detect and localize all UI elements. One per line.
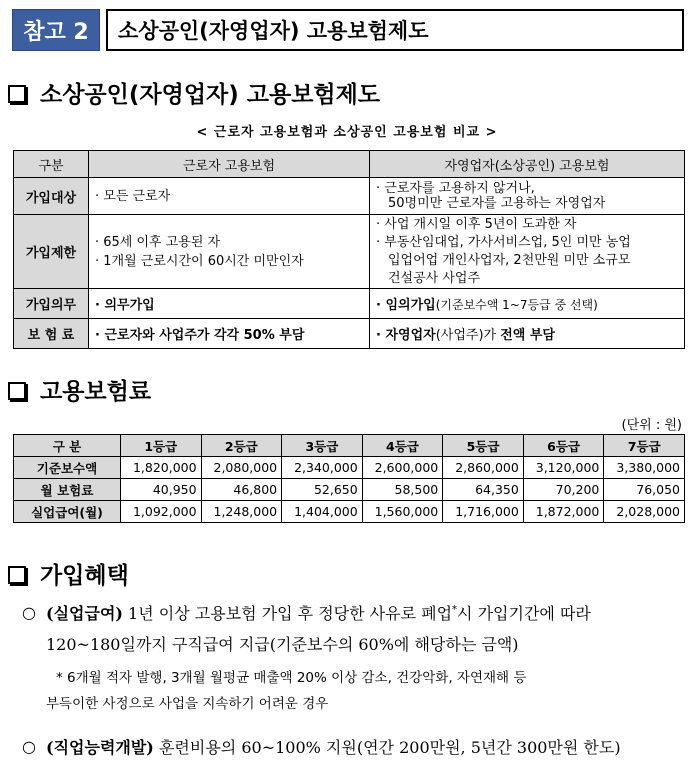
cell-text-bold: 전액 부담: [500, 328, 555, 343]
cell-text: (기준보수액 1~7등급 중 선택): [435, 298, 598, 312]
table-cell: 2,340,000: [282, 457, 363, 479]
footnote-line: 부득이한 사정으로 사업을 지속하기 어려운 경우: [46, 696, 329, 712]
section-heading-text: 고용보험료: [40, 379, 152, 405]
table-cell: [370, 215, 685, 289]
column-header: 1등급: [121, 435, 202, 457]
footnote-marker: *: [452, 604, 458, 616]
table-cell: 2,860,000: [443, 457, 524, 479]
table-cell: [370, 319, 685, 349]
table-cell: 40,950: [121, 479, 202, 501]
section-heading-text: 소상공인(자영업자) 고용보험제도: [40, 82, 381, 108]
table-cell: [89, 215, 370, 289]
benefit-text: 시 가입기간에 따라: [457, 604, 591, 623]
cell-line: · 근로자를 고용하지 않거나,: [376, 181, 535, 196]
cell-line: · 모든 근로자: [95, 188, 171, 204]
comparison-table: [13, 150, 685, 349]
section-heading-3: [8, 557, 129, 590]
row-header: 실업급여(월): [14, 501, 121, 523]
cell-line: 입업어업 개인사업자, 2천만원 미만 소규모: [388, 252, 631, 268]
table-cell: 1,092,000: [121, 501, 202, 523]
column-header: 2등급: [201, 435, 282, 457]
table-cell: 2,600,000: [362, 457, 443, 479]
cell-line: 50명미만 근로자를 고용하는 자영업자: [388, 196, 606, 211]
unit-label: (단위 : 원): [621, 418, 682, 433]
bullet-circle-icon: ○: [22, 603, 36, 622]
table-row: [14, 319, 685, 349]
table-cell: 1,820,000: [121, 457, 202, 479]
page-title: 소상공인(자영업자) 고용보험제도: [106, 9, 684, 51]
table-row: [14, 457, 685, 479]
cell-text-bold: · 자영업자: [376, 328, 436, 343]
row-header: 가입제한: [14, 215, 89, 289]
checkbox-square-icon: [8, 85, 26, 103]
table-cell: 2,080,000: [201, 457, 282, 479]
checkbox-square-icon: [8, 566, 26, 584]
benefit-item: [46, 601, 686, 624]
benefit-item: [46, 735, 621, 758]
column-header: 3등급: [282, 435, 363, 457]
checkbox-square-icon: [8, 382, 26, 400]
table-cell: 70,200: [523, 479, 604, 501]
table-row: [14, 479, 685, 501]
table-cell: 64,350: [443, 479, 524, 501]
column-header: 구분: [14, 151, 89, 178]
section-tag: 참고 2: [12, 9, 100, 51]
table-cell: 1,248,000: [201, 501, 282, 523]
row-header: 가입의무: [14, 289, 89, 319]
table-cell: 1,404,000: [282, 501, 363, 523]
table-row: [14, 289, 685, 319]
table-cell: 3,120,000: [523, 457, 604, 479]
table-cell: [89, 178, 370, 215]
premium-table: [13, 434, 685, 523]
column-header: 5등급: [443, 435, 524, 457]
cell-line: · 1개월 근로시간이 60시간 미만인자: [95, 253, 304, 269]
benefit-label: (실업급여): [46, 604, 123, 623]
row-header: 보 험 료: [14, 319, 89, 349]
column-header: 근로자 고용보험: [89, 151, 370, 178]
benefit-text: 훈련비용의 60~100% 지원(연간 200만원, 5년간 300만원 한도): [153, 738, 621, 757]
section-heading-1: [8, 76, 380, 109]
cell-text: (사업주)가: [435, 328, 501, 343]
table-cell: [370, 178, 685, 215]
table-cell: 2,028,000: [604, 501, 685, 523]
cell-line: · 65세 이후 고용된 자: [95, 234, 221, 250]
column-header: 구 분: [14, 435, 121, 457]
benefit-text-line2: 120~180일까지 구직급여 지급(기준보수의 60%에 해당하는 금액): [46, 635, 519, 654]
table-cell: · 근로자와 사업주가 각각 50% 부담: [89, 319, 370, 349]
table-cell: 1,716,000: [443, 501, 524, 523]
table-cell: 46,800: [201, 479, 282, 501]
column-header: 자영업자(소상공인) 고용보험: [370, 151, 685, 178]
table-cell: · 의무가입: [89, 289, 370, 319]
table-cell: 1,872,000: [523, 501, 604, 523]
table-cell: 58,500: [362, 479, 443, 501]
cell-text-bold: · 임의가입: [376, 298, 436, 313]
row-header: 기준보수액: [14, 457, 121, 479]
table-cell: 52,650: [282, 479, 363, 501]
table-row: [14, 501, 685, 523]
benefit-label: (직업능력개발): [46, 738, 154, 757]
table-row: [14, 215, 685, 289]
table-header-row: [14, 151, 685, 178]
column-header: 6등급: [523, 435, 604, 457]
table-row: [14, 178, 685, 215]
table-cell: 76,050: [604, 479, 685, 501]
table-cell: 3,380,000: [604, 457, 685, 479]
table-caption: < 근로자 고용보험과 소상공인 고용보험 비교 >: [196, 125, 498, 140]
section-heading-2: [8, 373, 151, 406]
benefit-text: 1년 이상 고용보험 가입 후 정당한 사유로 폐업: [122, 604, 453, 623]
bullet-circle-icon: ○: [22, 737, 36, 756]
table-header-row: [14, 435, 685, 457]
section-heading-text: 가입혜택: [40, 563, 129, 589]
row-header: 가입대상: [14, 178, 89, 215]
cell-line: 건설공사 사업주: [388, 270, 481, 286]
footnote-line: * 6개월 적자 발행, 3개월 월평균 매출액 20% 이상 감소, 건강악화, 자연재해 등: [56, 670, 527, 686]
table-cell: [370, 289, 685, 319]
cell-line: · 사업 개시일 이후 5년이 도과한 자: [376, 216, 577, 232]
row-header: 월 보험료: [14, 479, 121, 501]
cell-line: · 부동산임대업, 가사서비스업, 5인 미만 농업: [376, 234, 631, 250]
column-header: 7등급: [604, 435, 685, 457]
table-cell: 1,560,000: [362, 501, 443, 523]
column-header: 4등급: [362, 435, 443, 457]
